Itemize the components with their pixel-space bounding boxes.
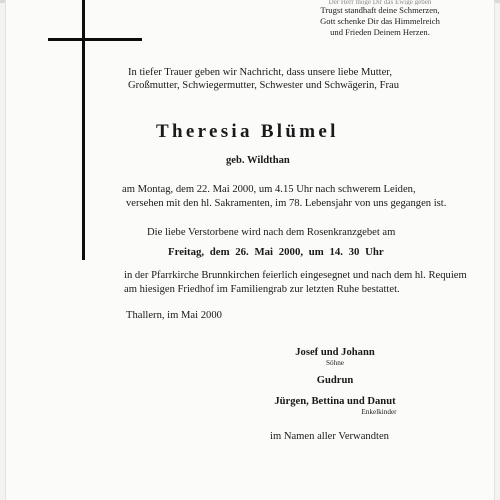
closing-line: im Namen aller Verwandten: [270, 431, 389, 442]
intro-line: In tiefer Trauer geben wir Nachricht, dass unsere liebe Mutter,: [128, 67, 393, 78]
intro-line: Großmutter, Schwiegermutter, Schwester und Schwägerin, Frau: [128, 80, 399, 92]
signatory-role: Söhne: [326, 359, 344, 367]
poem-line: Trugst standhaft deine Schmerzen,: [320, 5, 440, 15]
poem-line: Gott schenke Dir das Himmelreich: [320, 16, 440, 27]
signatory-grandchildren: [250, 395, 420, 417]
death-notice: [122, 183, 446, 211]
death-line: am Montag, dem 22. Mai 2000, um 4.15 Uhr nach schwerem Leiden,: [122, 184, 416, 195]
funeral-date: Freitag, dem 26. Mai 2000, um 14. 30 Uhr: [168, 246, 384, 258]
poem: [300, 0, 460, 39]
burial-notice: [124, 269, 467, 297]
burial-line: am hiesigen Friedhof im Familiengrab zur letzten Ruhe bestattet.: [124, 284, 400, 295]
cross-icon-horizontal: [48, 38, 142, 41]
signatory-sons: [280, 346, 390, 368]
poem-line: und Frieden Deinem Herzen.: [330, 27, 430, 38]
signatory-role: Enkelkinder: [361, 408, 397, 416]
announcement-intro: [128, 66, 399, 93]
deceased-name: Theresia Blümel: [156, 121, 339, 142]
signatory-names: Jürgen, Bettina und Danut: [274, 396, 396, 407]
death-line: versehen mit den hl. Sakramenten, im 78. Lebensjahr von uns gegangen ist.: [126, 198, 447, 209]
rosary-notice: Die liebe Verstorbene wird nach dem Rosenkranzgebet am: [147, 227, 396, 238]
poem-line-partial: Der Herr möge Dir das Ewige geben: [328, 0, 432, 5]
burial-line: in der Pfarrkirche Brunnkirchen feierlich eingesegnet und nach dem hl. Requiem: [124, 270, 467, 281]
signatory-names: Josef und Johann: [295, 347, 375, 358]
place-and-date: Thallern, im Mai 2000: [126, 310, 222, 321]
maiden-name: geb. Wildthan: [226, 155, 290, 166]
signatory-gudrun: [280, 374, 390, 387]
signatory-names: Gudrun: [316, 375, 354, 386]
